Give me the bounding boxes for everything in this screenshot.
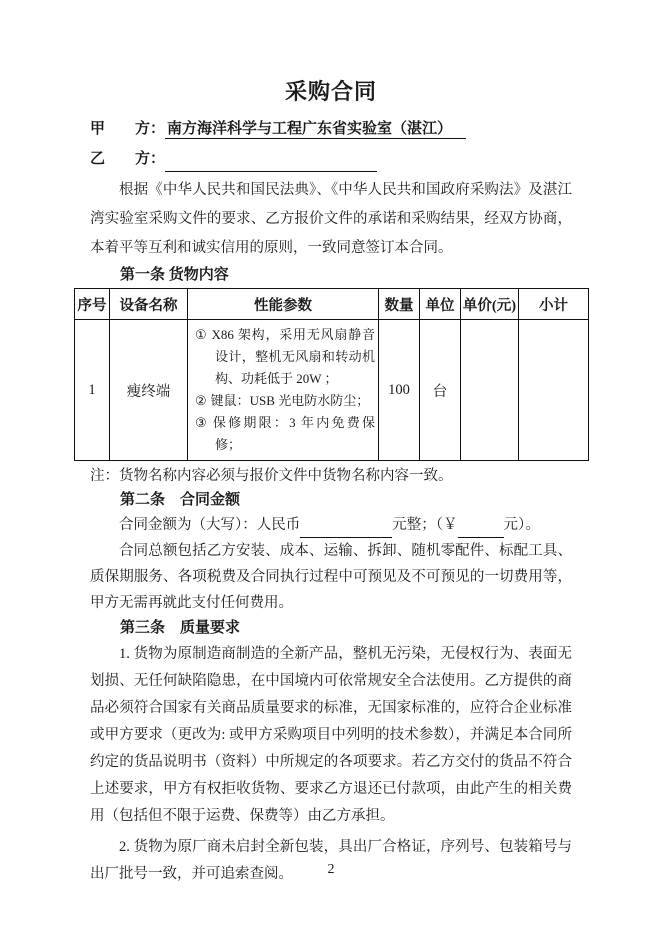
spec-marker-2: ②	[195, 393, 207, 408]
amount-mid: 元整；（￥	[392, 517, 458, 533]
col-header-specs: 性能参数	[188, 289, 379, 320]
goods-table	[74, 288, 589, 461]
col-header-seq: 序号	[75, 289, 110, 320]
party-b-label: 乙 方：	[90, 151, 166, 167]
goods-table-row	[75, 320, 589, 461]
amount-line	[90, 513, 572, 538]
col-header-subtotal: 小计	[519, 289, 589, 320]
party-a-label: 甲 方：	[90, 121, 166, 137]
amount-blank-2	[458, 521, 504, 538]
section-1-heading: 第一条 货物内容	[120, 267, 229, 283]
spec-marker-3: ③	[195, 415, 209, 430]
col-header-quantity: 数量	[379, 289, 420, 320]
party-b-line	[90, 146, 572, 172]
section-3-heading: 第三条 质量要求	[120, 620, 241, 636]
col-header-unit: 单位	[420, 289, 461, 320]
party-b-value-blank	[165, 152, 377, 172]
cell-unit: 台	[420, 320, 461, 461]
spec-item-1	[195, 324, 375, 390]
cell-seq: 1	[75, 320, 110, 461]
table-note: 注：货物名称内容必须与报价文件中货物名称内容一致。	[90, 468, 453, 484]
intro-paragraph: 根据《中华人民共和国民法典》、《中华人民共和国政府采购法》及湛江湾实验室采购文件的要求、乙方报价文件的承诺和采购结果，经双方协商，本着平等互利和诚实信用的原则，一致同意签订本合同。	[90, 182, 572, 256]
document-title: 采购合同	[284, 79, 377, 104]
cell-quantity: 100	[379, 320, 420, 461]
cell-unit-price	[461, 320, 519, 461]
quality-item-1: 1. 货物为原制造商制造的全新产品，整机无污染，无侵权行为、表面无划损、无任何缺陷隐患，在中国境内可依常规安全合法使用。乙方提供的商品必须符合国家有关商品质量要求的标准，无国家标准的，应符合企业标准或甲方要求（更改为: 或甲方采购项目中列明的技术参数），并满足本合同所约定的货品说明书（资料）中所规定的各项要求。若乙方交付的货品不符合上述要求，甲方有权拒收货物、要求乙方退还已付款项，由此产生的相关费用（包括但不限于运费、保费等）由乙方承担。	[90, 646, 572, 824]
quality-item-2: 2. 货物为原厂商未启封全新包装，具出厂合格证，序列号、包装箱号与出厂批号一致，并可追索查阅。	[90, 839, 572, 882]
amount-blank-1	[300, 521, 392, 538]
party-a-value: 南方海洋科学与工程广东省实验室（湛江）	[165, 121, 466, 139]
amount-prefix: 合同金额为（大写）：人民币	[119, 517, 301, 533]
spec-item-3	[195, 412, 375, 456]
spec-text-3: 保修期限：3 年内免费保修；	[212, 415, 375, 452]
spec-marker-1: ①	[195, 327, 208, 342]
page-number: 2	[327, 862, 335, 877]
cell-subtotal	[519, 320, 589, 461]
section-2-heading: 第二条 合同金额	[120, 492, 241, 508]
goods-table-header-row	[75, 289, 589, 320]
col-header-unit-price: 单价(元)	[461, 289, 519, 320]
party-a-line	[90, 116, 572, 142]
col-header-device-name: 设备名称	[110, 289, 188, 320]
spec-text-2: 键鼠：USB 光电防水防尘；	[210, 393, 370, 408]
cell-specs	[188, 320, 379, 461]
cell-device-name: 瘦终端	[110, 320, 188, 461]
spec-item-2	[195, 390, 375, 412]
spec-text-1: X86 架构，采用无风扇静音设计，整机无风扇和转动机构、功耗低于 20W ；	[211, 327, 376, 386]
amount-suffix: 元）。	[503, 517, 540, 533]
section-2-paragraph: 合同总额包括乙方安装、成本、运输、拆卸、随机零配件、标配工具、质保期服务、各项税费及合同执行过程中可预见及不可预见的一切费用等，甲方无需再就此支付任何费用。	[90, 543, 572, 611]
